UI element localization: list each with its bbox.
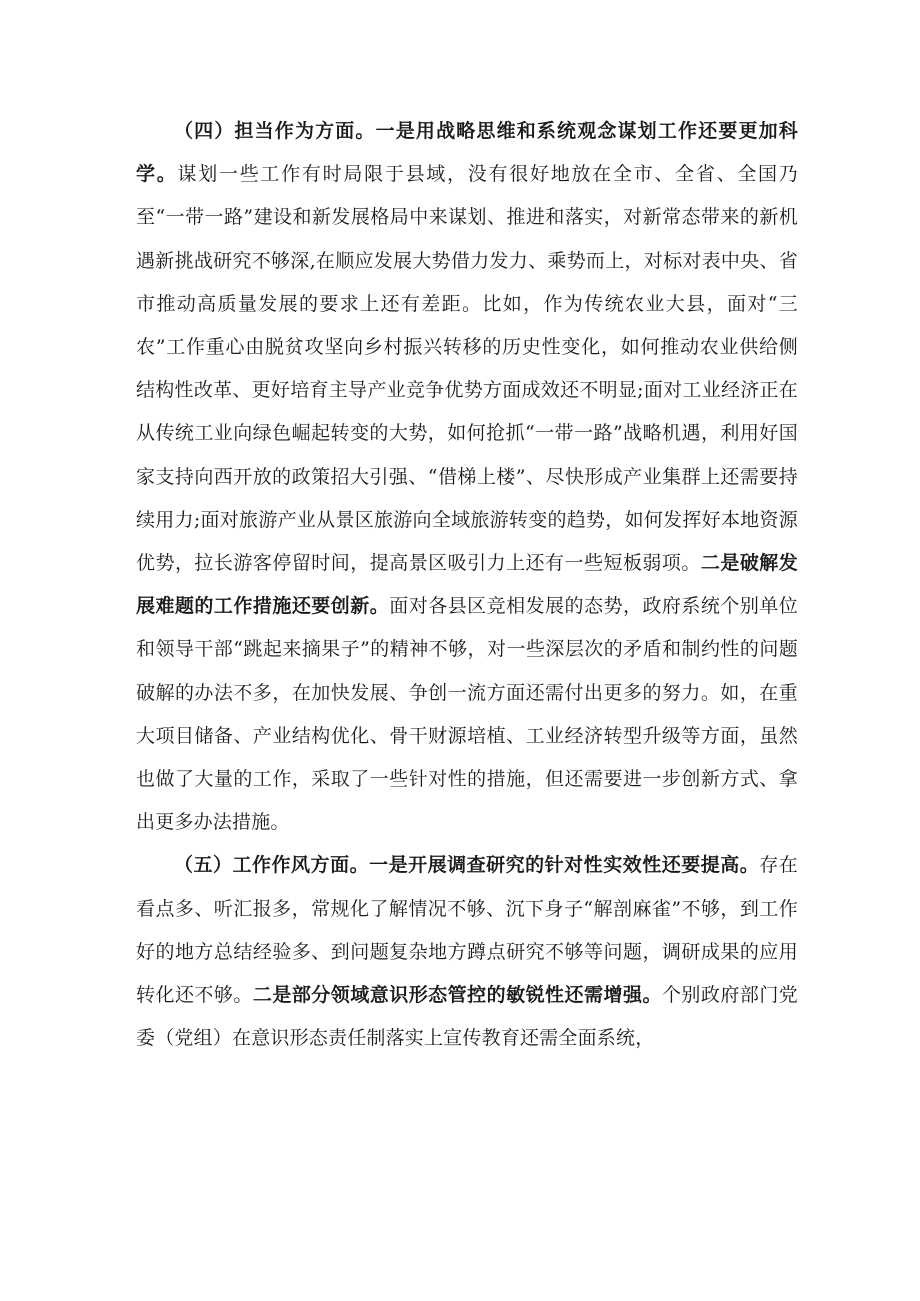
section-heading-4: （四）担当作为方面。	[174, 120, 376, 142]
document-body	[136, 110, 798, 1060]
point-title: 一是用战略思维和系统观念谋划工作还要更加科学。	[136, 120, 798, 186]
point-body: 面对各县区竞相发展的态势，政府系统个别单位和领导干部“跳起来摘果子”的精神不够，对一些深层次的矛盾和制约性的问题破解的办法不多，在加快发展、争创一流方面还需付出更多的努力。如，在重大项目储备、产业结构优化、骨干财源培植、工业经济转型升级等方面，虽然也做了大量的工作，采取了一些针对性的措施，但还需要进一步创新方式、拿出更多办法措施。	[136, 595, 799, 834]
point-title: 二是部分领域意识形态管控的敏锐性还需增强。	[252, 984, 662, 1007]
point-body: 谋划一些工作有时局限于县域，没有很好地放在全市、全省、全国乃至“一带一路”建设和新发展格局中来谋划、推进和落实，对新常态带来的新机遇新挑战研究不够深,在顺应发展大势借力发力、乘势而上，对标对表中央、省市推动高质量发展的要求上还有差距。比如，作为传统农业大县，面对“三农”工作重心由脱贫攻坚向乡村振兴转移的历史性变化，如何推动农业供给侧结构性改革、更好培育主导产业竞争优势方面成效还不明显;面对工业经济正在从传统工业向绿色崛起转变的大势，如何抢抓“一带一路”战略机遇，利用好国家支持向西开放的政策招大引强、“借梯上楼”、尽快形成产业集群上还需要持续用力;面对旅游产业从景区旅游向全域旅游转变的趋势，如何发挥好本地资源优势，拉长游客停留时间，提高景区吸引力上还有一些短板弱项。	[136, 163, 798, 575]
point-body: 个别政府部门党委（党组）在意识形态责任制落实上宣传教育还需全面系统，	[136, 984, 799, 1050]
section-heading-5: （五）工作作风方面。	[174, 854, 370, 877]
paragraph-work-style	[136, 844, 798, 1060]
paragraph-responsibility	[136, 110, 798, 844]
point-title: 一是开展调查研究的针对性实效性还要提高。	[369, 854, 760, 877]
point-title: 二是破解发展难题的工作措施还要创新。	[136, 552, 798, 618]
point-body: 存在看点多、听汇报多，常规化了解情况不够、沉下身子“解剖麻雀”不够，到工作好的地方总结经验多、到问题复杂地方蹲点研究不够等问题，调研成果的应用转化还不够。	[136, 854, 798, 1007]
